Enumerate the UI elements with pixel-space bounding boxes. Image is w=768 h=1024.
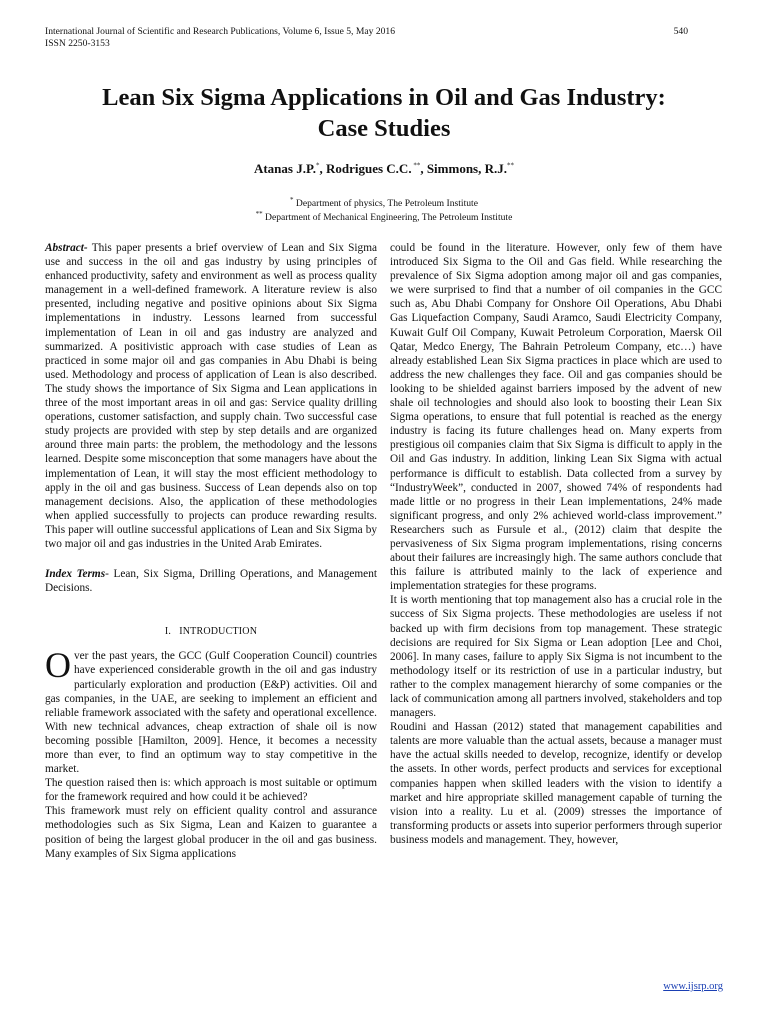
right-paragraph-1: could be found in the literature. However, only few of them have introduced Six Sigma to the Oil and Gas field. While researching the prevalence of Six Sigma adoption among major oil and gas companies, we were surprised to find that a number of oil companies in the GCC such as, Abu Dhabi Company for Onshore Oil Operations, Abu Dhabi Gas Liquefaction Company, Saudi Aramco, Saudi Electricity Company, Kuwait Gulf Oil Company, Kuwait Petroleum Corporation, Maersk Oil Qatar, Medco Energy, The Bahrain Petroleum Company, etc…) have already established Lean Six Sigma practices in place which are used to address the new challenges they face. Oil and gas companies should be looking to be shielded against barriers imposed by the advent of new shale oil technologies and should also look to boosting their Lean Six Sigma operations, to ensure that full potential is reached as the energy industry is facing its future challenges head on. Many experts from prestigious oil companies claim that Six Sigma is difficult to apply in the Oil and Gas industry. In addition, linking Lean Six Sigma with actual performance is difficult to establish. Data collected from a survey by “IndustryWeek”, conducted in 2007, showed 74% of respondents had made little or no progress in their Lean implementations, 24% made significant progress, and only 2% achieved world-class improvement.” Researchers such as Fursule et al., (2012) claim that despite the pervasiveness of Six Sigma program implementations, rising concerns about their failures are increasingly high. The same authors conclude that this failure is attributed mainly to the lack of experience and implementation strategies for these programs. (390, 242, 722, 593)
intro-paragraph-1-text: ver the past years, the GCC (Gulf Cooperation Council) countries have experienced considerable growth in the oil and gas industry particularly exploration and production (E&P) activities. Oil and gas companies, in the UAE, are seeking to implement an efficient and reliable framework associated with the safety and operational excellence. With new technical advances, cheap extraction of shale oil is now becoming possible [Hamilton, 2009]. Hence, it becomes a necessity more than ever, to find an optimum way to stay competitive in the market. (45, 650, 377, 776)
title-line-2: Case Studies (317, 115, 451, 142)
affiliation-1-text: Department of physics, The Petroleum Institute (293, 198, 478, 210)
journal-citation: International Journal of Scientific and Research Publications, Volume 6, Issue 5, May 2016 (45, 26, 396, 37)
index-terms-label: Index Terms (45, 568, 106, 581)
intro-paragraph-2: The question raised then is: which approach is most suitable or optimum for the framework required and how could it be achieved? (45, 777, 377, 804)
paper-title (40, 82, 728, 144)
page-number: 540 (673, 26, 688, 37)
section-title: INTRODUCTION (179, 626, 258, 638)
affiliation-2-text: Department of Mechanical Engineering, The Petroleum Institute (262, 212, 513, 224)
footer-website-link[interactable]: www.ijsrp.org (663, 981, 723, 992)
section-number: I. (164, 626, 172, 638)
intro-paragraph-3: This framework must rely on efficient quality control and assurance methodologies such as Six Sigma, Lean and Kaizen to guarantee a position of being the largest global producer in the oil and gas business. Many examples of Six Sigma applications (45, 805, 377, 860)
intro-paragraph-1 (45, 645, 377, 776)
author-3-mark: ** (507, 161, 515, 170)
title-line-1: Lean Six Sigma Applications in Oil and Gas Industry: (102, 84, 666, 111)
affiliation-2 (40, 210, 728, 223)
section-heading-introduction (45, 625, 377, 639)
abstract-label: Abstract- (45, 242, 88, 254)
running-header (45, 26, 695, 50)
author-2-mark: ** (411, 161, 421, 170)
affiliation-1-mark: * (290, 196, 294, 204)
abstract-text: This paper presents a brief overview of Lean and Six Sigma use and success in the oil and gas industry by using principles of enhanced productivity, safety and environment as well as process quality management in a well-defined framework. A literature review is also presented, including negative and positive opinions about Six Sigma implementations in industry. Lessons learned from successful implementation of Lean in oil and gas industry are analyzed and summarized. A positivistic approach with case studies of Lean as practiced in some major oil and gas companies in Abu Dhabi is being used. Methodology and process of application of Lean is also described. The study shows the importance of Six Sigma and Lean applications in three of the most important areas in oil and gas: Service quality drilling operations, customer satisfaction, and supply chain. Two successful case study projects are provided with step by step details and are organized around three main parts: the problem, the methodology and the lessons learned. Despite some misconception that some managers have about the implementation of Lean, it will stay the most efficient methodology to apply in the oil and gas business. Success of Lean depends also on top management decisions. Also, the application of these methodologies when applied successfully to projects can produce rewarding results. This paper will outline successful applications of Lean and Six Sigma by two major oil and gas industries in the United Arab Emirates. (45, 242, 377, 550)
right-paragraph-2: It is worth mentioning that top management also has a crucial role in the success of Six Sigma projects. These methodologies are useless if not backed up with firm decisions from top management. These strategic decisions are required for Six Sigma or Lean adoption [Lee and Choi, 2006]. In many cases, failure to apply Six Sigma is not incumbent to the methodology itself or its restriction of use in a particular industry, but rather to the complex management hierarchy of some companies or the lack of communication among all partners involved, stakeholders and top managers. (390, 594, 722, 720)
index-terms (45, 567, 377, 595)
affiliation-1 (40, 196, 728, 209)
abstract (45, 241, 377, 551)
right-column (390, 241, 722, 847)
drop-cap: O (45, 645, 71, 686)
author-3: , Simmons, R.J. (420, 161, 508, 176)
author-2: , Rodrigues C.C. (319, 161, 412, 176)
index-terms-text: - Lean, Six Sigma, Drilling Operations, and Management Decisions. (45, 568, 377, 595)
right-paragraph-3: Roudini and Hassan (2012) stated that management capabilities and talents are more valuable than the actual assets, because a manager must have the actual skills needed to develop, recognize, identify or develop the assets. In other words, perfect products and services for exceptional companies happen when skilled leaders with the vision to identify a market and hire appropriate skilled management capable of turning the vision into a reality. Lu et al. (2009) stresses the importance of transforming products or assets into superior performers through superior business models and management. They, however, (390, 721, 722, 846)
author-list (40, 161, 728, 177)
author-1: Atanas J.P. (253, 161, 316, 176)
left-column (45, 241, 377, 861)
issn: ISSN 2250-3153 (45, 38, 110, 49)
author-1-mark: * (315, 161, 320, 170)
affiliation-2-mark: ** (255, 210, 263, 218)
